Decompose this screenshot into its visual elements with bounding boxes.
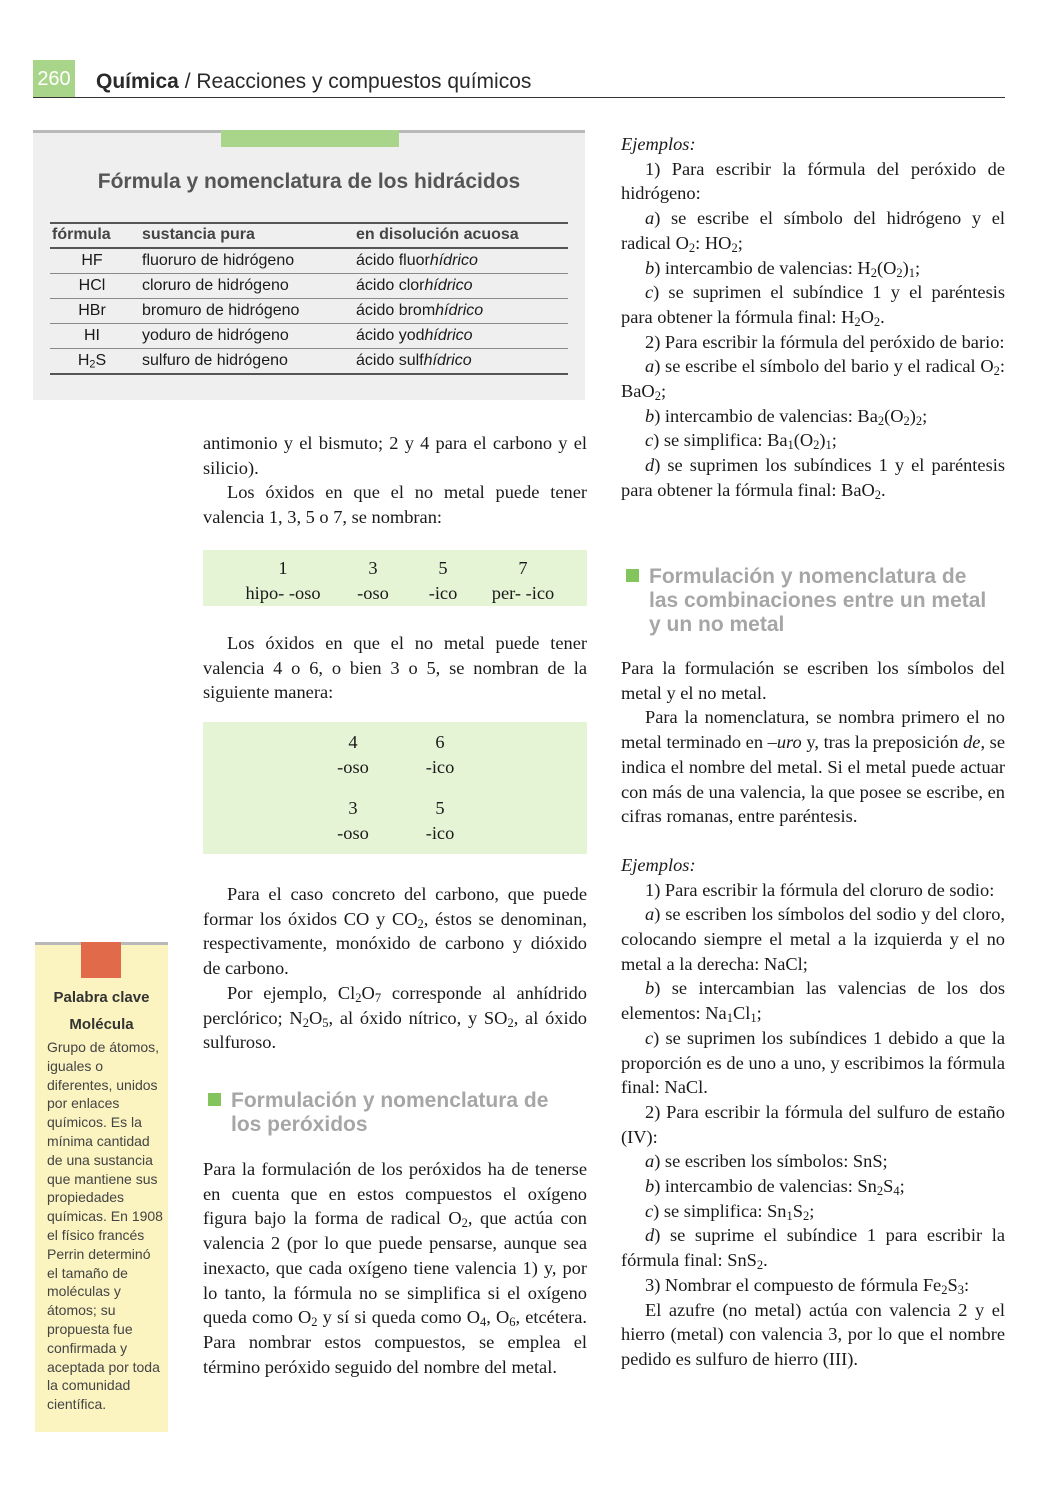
table-row (50, 274, 568, 299)
suffix-value: -ico (425, 757, 455, 777)
suffix-box-1 (203, 550, 587, 606)
paragraph: Los óxidos en que el no metal puede tener valencia 4 o 6, o bien 3 o 5, se nombran de la siguiente manera: (203, 633, 587, 703)
paragraph: c) se suprimen el subíndice 1 y el paréntesis para obtener la fórmula final: $H_2O_2$. (621, 282, 1005, 330)
middle-text-3 (203, 882, 587, 1055)
valencia-value: 4 (348, 732, 358, 752)
column-header-pure: sustancia pura (132, 223, 354, 248)
suffix-value: -oso (337, 757, 369, 777)
valencia-value: 5 (435, 798, 445, 818)
table-row (50, 299, 568, 324)
table-row (50, 248, 568, 274)
heading-metal-no-metal: Formulación y nomenclatura de las combinaciones entre un metal y un no metal (649, 565, 987, 636)
acid-prefix: ácido fluor (356, 252, 430, 269)
paragraph: a) se escriben los símbolos del sodio y del cloro, colocando siempre el metal a la izquierda y el no metal a la derecha: NaCl; (621, 904, 1005, 974)
paragraph: antimonio y el bismuto; 2 y 4 para el carbono y el silicio). (203, 433, 587, 478)
right-text-top (621, 132, 1005, 503)
paragraph: c) se suprimen los subíndices 1 debido a que la proporción es de uno a uno, y escribimos la fórmula final: NaCl. (621, 1027, 1005, 1098)
paragraph: Para el caso concreto del carbono, que puede formar los óxidos CO y $CO_2$, éstos se denominan, respectivamente, monóxido de carbono y dióxido de carbono. (203, 884, 588, 979)
cell-formula: $H_2S$ (50, 349, 132, 375)
keyword-red-tab (81, 942, 121, 978)
heading-peroxidos: Formulación y nomenclatura de los peróxidos (231, 1089, 549, 1136)
cell-formula: HI (50, 324, 132, 349)
paragraph: c) se simplifica: $Ba_1(O_2)_1$; (645, 430, 837, 453)
paragraph: b) intercambio de valencias: $Ba_2(O_2)_2$; (645, 405, 928, 428)
cell-formula: HBr (50, 299, 132, 324)
cell-solution (354, 248, 568, 274)
valencia-value: 3 (368, 558, 378, 578)
middle-text-top (203, 431, 587, 530)
column-header-formula: fórmula (50, 223, 132, 248)
paragraph: d) se suprime el subíndice 1 para escribir la fórmula final: SnS$_2$. (621, 1225, 1005, 1273)
paragraph: Para la formulación de los peróxidos ha de tenerse en cuenta que en estos compuestos el oxígeno figura bajo la forma de radical $O_2$, que actúa con valencia 2 (por lo que puede pensarse, aunque sea inexacto, que cada oxígeno tiene valencia 1) y, por lo tanto, la fórmula no se simplifica si el oxígeno queda como $O_2$ y sí si queda como $O_4$, $O_6$, etcétera. Para nombrar estos compuestos, se emplea el término peróxido seguido del nombre del metal. (203, 1159, 587, 1377)
valencia-value: 7 (518, 558, 528, 578)
paragraph: a) se escribe el símbolo del hidrógeno y el radical $O_2$: $HO_2$; (621, 208, 1005, 255)
acid-suffix: hídrico (435, 302, 484, 319)
paragraph: b) intercambio de valencias: $Sn_2S_4$; (645, 1176, 905, 1199)
table-row (50, 349, 568, 375)
valencia-value: 6 (435, 732, 445, 752)
acid-suffix: hídrico (424, 327, 473, 344)
acid-prefix: ácido yod (356, 327, 425, 344)
suffix-value: per- -ico (491, 583, 555, 603)
acid-suffix: hídrico (429, 252, 478, 269)
acid-prefix: ácido brom (356, 302, 436, 319)
acid-prefix: ácido clor (356, 277, 425, 294)
acid-suffix: hídrico (423, 352, 472, 369)
acid-prefix: ácido sulf (356, 352, 424, 369)
valencia-value: 5 (438, 558, 448, 578)
valencia-value: 3 (348, 798, 358, 818)
examples-label: Ejemplos: (621, 854, 696, 875)
paragraph: El azufre (no metal) actúa con valencia 2 y el hierro (metal) con valencia 3, por lo que el nombre pedido es sulfuro de hierro (III). (621, 1299, 1005, 1369)
paragraph: b) intercambio de valencias: $H_2(O_2)_1$; (645, 257, 921, 280)
paragraph: Por ejemplo, $Cl_2O_7$ corresponde al anhídrido perclórico; $N_2O_5$, al óxido nítrico, y $SO_2$, al óxido sulfuroso. (203, 982, 587, 1053)
paragraph: Los óxidos en que el no metal puede tener valencia 1, 3, 5 o 7, se nombran: (203, 482, 587, 528)
suffix-value: -ico (425, 823, 455, 843)
hydracids-title: Fórmula y nomenclatura de los hidrácidos (97, 170, 521, 193)
paragraph: 1) Para escribir la fórmula del peróxido de hidrógeno: (621, 158, 1005, 204)
running-header: Química / Reacciones y compuestos químicos (96, 70, 532, 93)
cell-pure: fluoruro de hidrógeno (132, 248, 354, 274)
paragraph: a) se escriben los símbolos: SnS; (645, 1151, 888, 1172)
paragraph: 2) Para escribir la fórmula del peróxido de bario: (645, 331, 1005, 352)
cell-solution (354, 299, 568, 324)
suffix-value: -oso (337, 823, 369, 843)
hydracids-table (50, 222, 568, 375)
suffix-box-2 (203, 722, 587, 854)
header-rule (33, 97, 1005, 98)
table-header-row (50, 223, 568, 248)
paragraph: 2) Para escribir la fórmula del sulfuro de estaño (IV): (621, 1101, 1005, 1147)
cell-solution (354, 349, 568, 375)
keyword-term: Molécula (69, 1016, 134, 1033)
cell-formula: HF (50, 248, 132, 274)
suffix-value: hipo- -oso (245, 583, 321, 603)
examples-label: Ejemplos: (621, 134, 696, 154)
cell-pure: cloruro de hidrógeno (132, 274, 354, 299)
green-square-icon (208, 1093, 221, 1111)
header-subject: Química (96, 70, 179, 93)
cell-pure: sulfuro de hidrógeno (132, 349, 354, 375)
cell-solution (354, 274, 568, 299)
table-row (50, 324, 568, 349)
page-number: 260 (33, 60, 75, 98)
cell-pure: yoduro de hidrógeno (132, 324, 354, 349)
header-section: Reacciones y compuestos químicos (196, 70, 532, 93)
middle-text-4 (203, 1157, 587, 1379)
cell-solution (354, 324, 568, 349)
box-green-tab (221, 130, 399, 147)
paragraph: Para la nomenclatura, se nombra primero el no metal terminado en –uro y, tras la preposición de, se indica el nombre del metal. Si el metal puede actuar con más de una valencia, la que posee se escribe, en cifras romanas, entre paréntesis. (621, 707, 1005, 827)
middle-text-2 (203, 631, 587, 705)
hydracids-box (33, 130, 585, 400)
paragraph: 1) Para escribir la fórmula del cloruro de sodio: (645, 879, 995, 900)
paragraph: b) se intercambian las valencias de los dos elementos: $Na_1Cl_1$; (621, 978, 1005, 1026)
suffix-value: -oso (357, 583, 389, 603)
keyword-label: Palabra clave (53, 989, 150, 1006)
right-text-bottom (621, 656, 1005, 1372)
column-header-solution: en disolución acuosa (354, 223, 568, 248)
keyword-definition: Grupo de átomos, iguales o diferentes, unidos por enlaces químicos. Es la mínima cantidad de una sustancia que mantiene sus propiedades químicas. En 1908 el físico francés Perrin determinó el tamaño de moléculas y átomos; su propuesta fue confirmada y aceptada por toda la comunidad científica. (47, 1039, 163, 1413)
keyword-box (35, 942, 168, 1432)
paragraph: d) se suprimen los subíndices 1 y el paréntesis para obtener la fórmula final: BaO$_2$. (621, 455, 1005, 502)
paragraph: Para la formulación se escriben los símbolos del metal y el no metal. (621, 658, 1005, 703)
acid-suffix: hídrico (424, 277, 473, 294)
valencia-value: 1 (278, 558, 288, 578)
paragraph: a) se escribe el símbolo del bario y el radical $O_2$: BaO$_2$; (621, 356, 1005, 404)
cell-formula: HCl (50, 274, 132, 299)
green-square-icon (626, 569, 639, 587)
cell-pure: bromuro de hidrógeno (132, 299, 354, 324)
paragraph: 3) Nombrar el compuesto de fórmula $Fe_2S_3$: (645, 1274, 970, 1297)
suffix-value: -ico (428, 583, 458, 603)
paragraph: c) se simplifica: $Sn_1S_2$; (645, 1200, 815, 1223)
